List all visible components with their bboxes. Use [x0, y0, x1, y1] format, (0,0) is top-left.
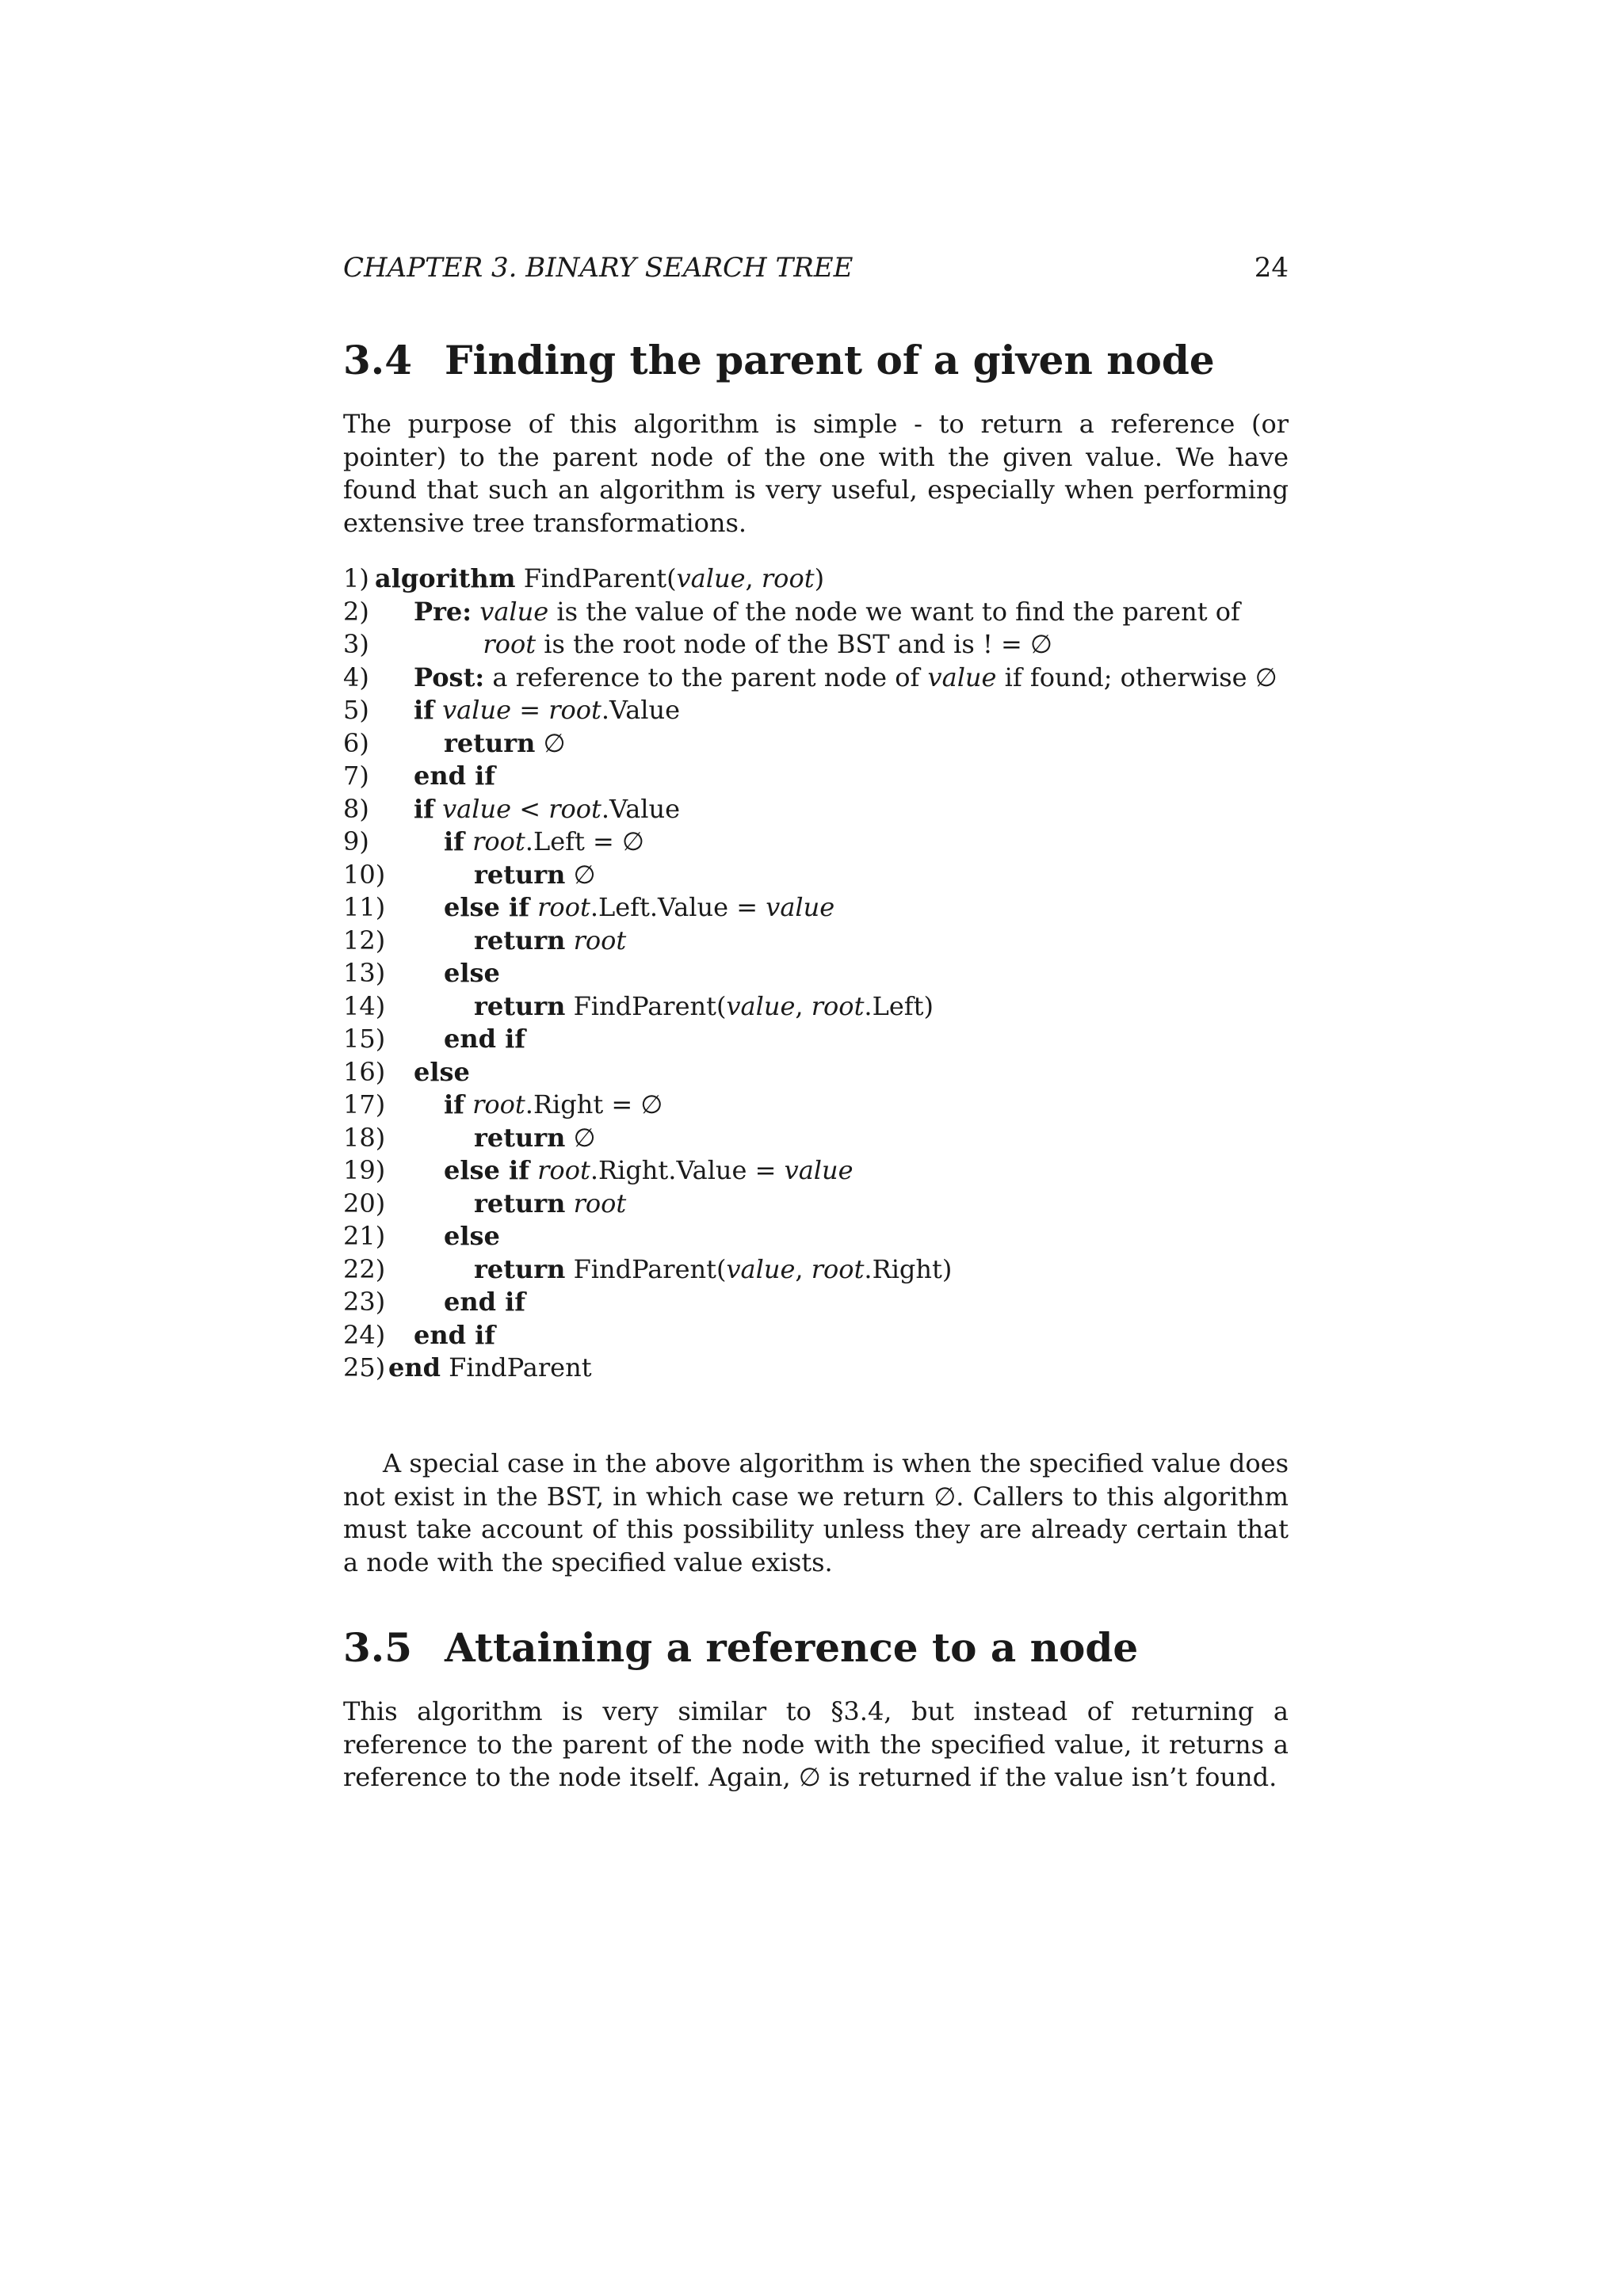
- line-number: 17): [343, 1089, 386, 1119]
- code-text: a reference to the parent node of: [484, 662, 928, 692]
- code-text: [434, 794, 442, 824]
- code-text: [464, 1089, 472, 1119]
- variable: root: [573, 1188, 627, 1219]
- keyword: algorithm: [375, 563, 516, 593]
- line-code: [483, 628, 1052, 662]
- algorithm-line: [343, 826, 1289, 859]
- code-text: .Value: [601, 695, 681, 725]
- code-text: [529, 1155, 537, 1185]
- algorithm-line: [343, 1023, 1289, 1056]
- section-3-5-heading: [343, 1624, 1138, 1672]
- line-code: [444, 1023, 525, 1056]
- algorithm-line: [343, 662, 1289, 695]
- keyword: else if: [444, 892, 529, 922]
- variable: root: [761, 563, 815, 593]
- code-text: ∅: [535, 727, 566, 758]
- keyword: return: [474, 1122, 566, 1153]
- line-number: 4): [343, 662, 369, 692]
- line-code: [474, 859, 595, 892]
- section-number: 3.5: [343, 1624, 412, 1671]
- code-text: ,: [795, 1253, 812, 1284]
- code-text: <: [511, 793, 549, 824]
- keyword: end if: [414, 761, 496, 791]
- code-text: [472, 597, 479, 627]
- code-text: ): [814, 563, 825, 593]
- code-text: .Right.Value =: [590, 1155, 785, 1185]
- algorithm-line: [343, 1286, 1289, 1319]
- keyword: Post:: [414, 662, 485, 692]
- section-title: Attaining a reference to a node: [445, 1624, 1139, 1671]
- code-text: [565, 1188, 573, 1219]
- keyword: else: [444, 958, 500, 988]
- line-code: [414, 1319, 495, 1352]
- keyword: return: [474, 1188, 566, 1219]
- line-code: [414, 596, 1240, 629]
- code-text: [434, 695, 442, 725]
- section-3-4-special-case: A special case in the above algorithm is when the specified value does not exist in the BST, in which case we return ∅. Callers to this algorithm must take account of this possibility unless they are already certain that a node with the specified value exists.: [343, 1448, 1289, 1577]
- algorithm-line: [343, 1188, 1289, 1221]
- algorithm-line: [343, 957, 1289, 990]
- algorithm-line: [343, 990, 1289, 1024]
- section-3-5-intro: This algorithm is very similar to §3.4, but instead of returning a reference to the parent of the node with the specified value, it returns a reference to the node itself. Again, ∅ is returned if the value isn’t found.: [343, 1696, 1289, 1792]
- algorithm-line: [343, 1154, 1289, 1188]
- code-text: .Right = ∅: [525, 1089, 663, 1119]
- variable: value: [784, 1155, 854, 1185]
- variable: root: [811, 1253, 865, 1284]
- algorithm-line: [343, 891, 1289, 925]
- line-number: 23): [343, 1287, 386, 1317]
- variable: root: [537, 1155, 590, 1185]
- algorithm-line: [343, 563, 1289, 596]
- algorithm-line: [343, 1319, 1289, 1352]
- page-number: 24: [1254, 252, 1289, 284]
- line-number: 12): [343, 925, 386, 955]
- keyword: else: [414, 1056, 470, 1087]
- line-code: [444, 1220, 500, 1253]
- keyword: return: [474, 990, 566, 1021]
- keyword: end if: [444, 1024, 526, 1054]
- variable: value: [726, 990, 796, 1021]
- variable: root: [472, 826, 525, 856]
- line-code: [414, 760, 495, 793]
- running-head: [343, 250, 1289, 285]
- line-number: 21): [343, 1221, 386, 1251]
- code-text: ,: [745, 563, 762, 593]
- code-text: [565, 925, 573, 955]
- algorithm-line: [343, 1056, 1289, 1089]
- keyword: end: [388, 1352, 441, 1383]
- line-code: [444, 1286, 525, 1319]
- variable: root: [548, 695, 601, 725]
- code-text: FindParent(: [565, 990, 727, 1021]
- variable: root: [537, 892, 590, 922]
- line-number: 10): [343, 859, 386, 890]
- line-code: [444, 957, 500, 990]
- code-text: .Left = ∅: [525, 826, 644, 856]
- line-number: 18): [343, 1122, 386, 1153]
- line-code: [474, 990, 934, 1024]
- keyword: end if: [444, 1287, 526, 1317]
- code-text: is the root node of the BST and is ! = ∅: [536, 629, 1052, 659]
- line-code: [444, 1154, 854, 1188]
- line-number: 9): [343, 826, 369, 856]
- line-number: 24): [343, 1319, 386, 1350]
- line-number: 1): [343, 563, 369, 593]
- line-code: [414, 1056, 470, 1089]
- keyword: return: [474, 1253, 566, 1284]
- algorithm-line: [343, 793, 1289, 826]
- code-text: =: [511, 695, 549, 725]
- line-number: 8): [343, 793, 369, 824]
- code-text: if found; otherwise ∅: [996, 662, 1277, 692]
- algorithm-line: [343, 1352, 1289, 1385]
- code-text: [529, 892, 537, 922]
- line-number: 13): [343, 958, 386, 988]
- algorithm-line: [343, 1220, 1289, 1253]
- algorithm-line: [343, 760, 1289, 793]
- code-text: FindParent: [441, 1352, 592, 1383]
- code-text: .Left.Value =: [590, 892, 766, 922]
- code-text: is the value of the node we want to find the parent of: [548, 596, 1240, 627]
- line-number: 6): [343, 727, 369, 758]
- line-code: [414, 662, 1277, 695]
- algorithm-line: [343, 694, 1289, 727]
- line-code: [375, 563, 824, 596]
- section-3-4-intro: The purpose of this algorithm is simple - to return a reference (or pointer) to the parent node of the one with the given value. We have found that such an algorithm is very useful, especially when performing extensive tree transformations.: [343, 409, 1289, 538]
- variable: value: [442, 793, 512, 824]
- algorithm-line: [343, 925, 1289, 958]
- algorithm-line: [343, 628, 1289, 662]
- line-number: 14): [343, 990, 386, 1021]
- section-3-4-heading: [343, 337, 1215, 384]
- algorithm-line: [343, 1253, 1289, 1287]
- keyword: else: [444, 1221, 500, 1251]
- keyword: return: [444, 727, 536, 758]
- variable: root: [472, 1089, 525, 1119]
- keyword: if: [444, 1089, 464, 1119]
- code-text: ∅: [565, 1122, 596, 1153]
- line-code: [414, 694, 680, 727]
- line-code: [388, 1352, 592, 1385]
- variable: value: [442, 695, 512, 725]
- line-code: [444, 727, 565, 761]
- line-number: 3): [343, 629, 369, 659]
- algorithm-line: [343, 1089, 1289, 1122]
- code-text: FindParent(: [515, 563, 677, 593]
- line-code: [474, 925, 626, 958]
- code-text: .Right): [864, 1253, 953, 1284]
- variable: value: [927, 662, 997, 692]
- line-code: [444, 826, 644, 859]
- line-code: [474, 1253, 952, 1287]
- algorithm-line: [343, 859, 1289, 892]
- line-number: 2): [343, 596, 369, 627]
- line-number: 5): [343, 695, 369, 725]
- code-text: .Left): [864, 990, 934, 1021]
- line-code: [444, 1089, 663, 1122]
- variable: value: [766, 892, 835, 922]
- algorithm-line: [343, 596, 1289, 629]
- line-code: [474, 1122, 595, 1155]
- line-code: [414, 793, 680, 826]
- line-number: 15): [343, 1024, 386, 1054]
- variable: root: [811, 990, 865, 1021]
- keyword: Pre:: [414, 596, 472, 627]
- variable: root: [483, 629, 537, 659]
- keyword: if: [444, 826, 464, 856]
- algorithm-line: [343, 1122, 1289, 1155]
- code-text: FindParent(: [565, 1253, 727, 1284]
- line-code: [444, 891, 834, 925]
- keyword: end if: [414, 1319, 496, 1350]
- algorithm-findparent: [343, 563, 1289, 1385]
- line-number: 25): [343, 1352, 386, 1383]
- keyword: if: [414, 793, 434, 824]
- line-number: 11): [343, 892, 386, 922]
- keyword: return: [474, 859, 566, 890]
- keyword: return: [474, 925, 566, 955]
- line-number: 16): [343, 1056, 386, 1087]
- algorithm-line: [343, 727, 1289, 761]
- variable: value: [676, 563, 746, 593]
- line-number: 22): [343, 1253, 386, 1284]
- code-text: ∅: [565, 859, 596, 890]
- chapter-title: CHAPTER 3. BINARY SEARCH TREE: [343, 252, 854, 284]
- variable: value: [726, 1253, 796, 1284]
- variable: root: [548, 793, 601, 824]
- line-number: 20): [343, 1188, 386, 1219]
- line-code: [474, 1188, 626, 1221]
- variable: value: [479, 596, 549, 627]
- code-text: ,: [795, 990, 812, 1021]
- code-text: [464, 826, 472, 856]
- keyword: else if: [444, 1155, 529, 1185]
- line-number: 7): [343, 761, 369, 791]
- code-text: .Value: [601, 793, 681, 824]
- section-number: 3.4: [343, 337, 412, 383]
- line-number: 19): [343, 1155, 386, 1185]
- variable: root: [573, 925, 627, 955]
- section-title: Finding the parent of a given node: [445, 337, 1215, 383]
- keyword: if: [414, 695, 434, 725]
